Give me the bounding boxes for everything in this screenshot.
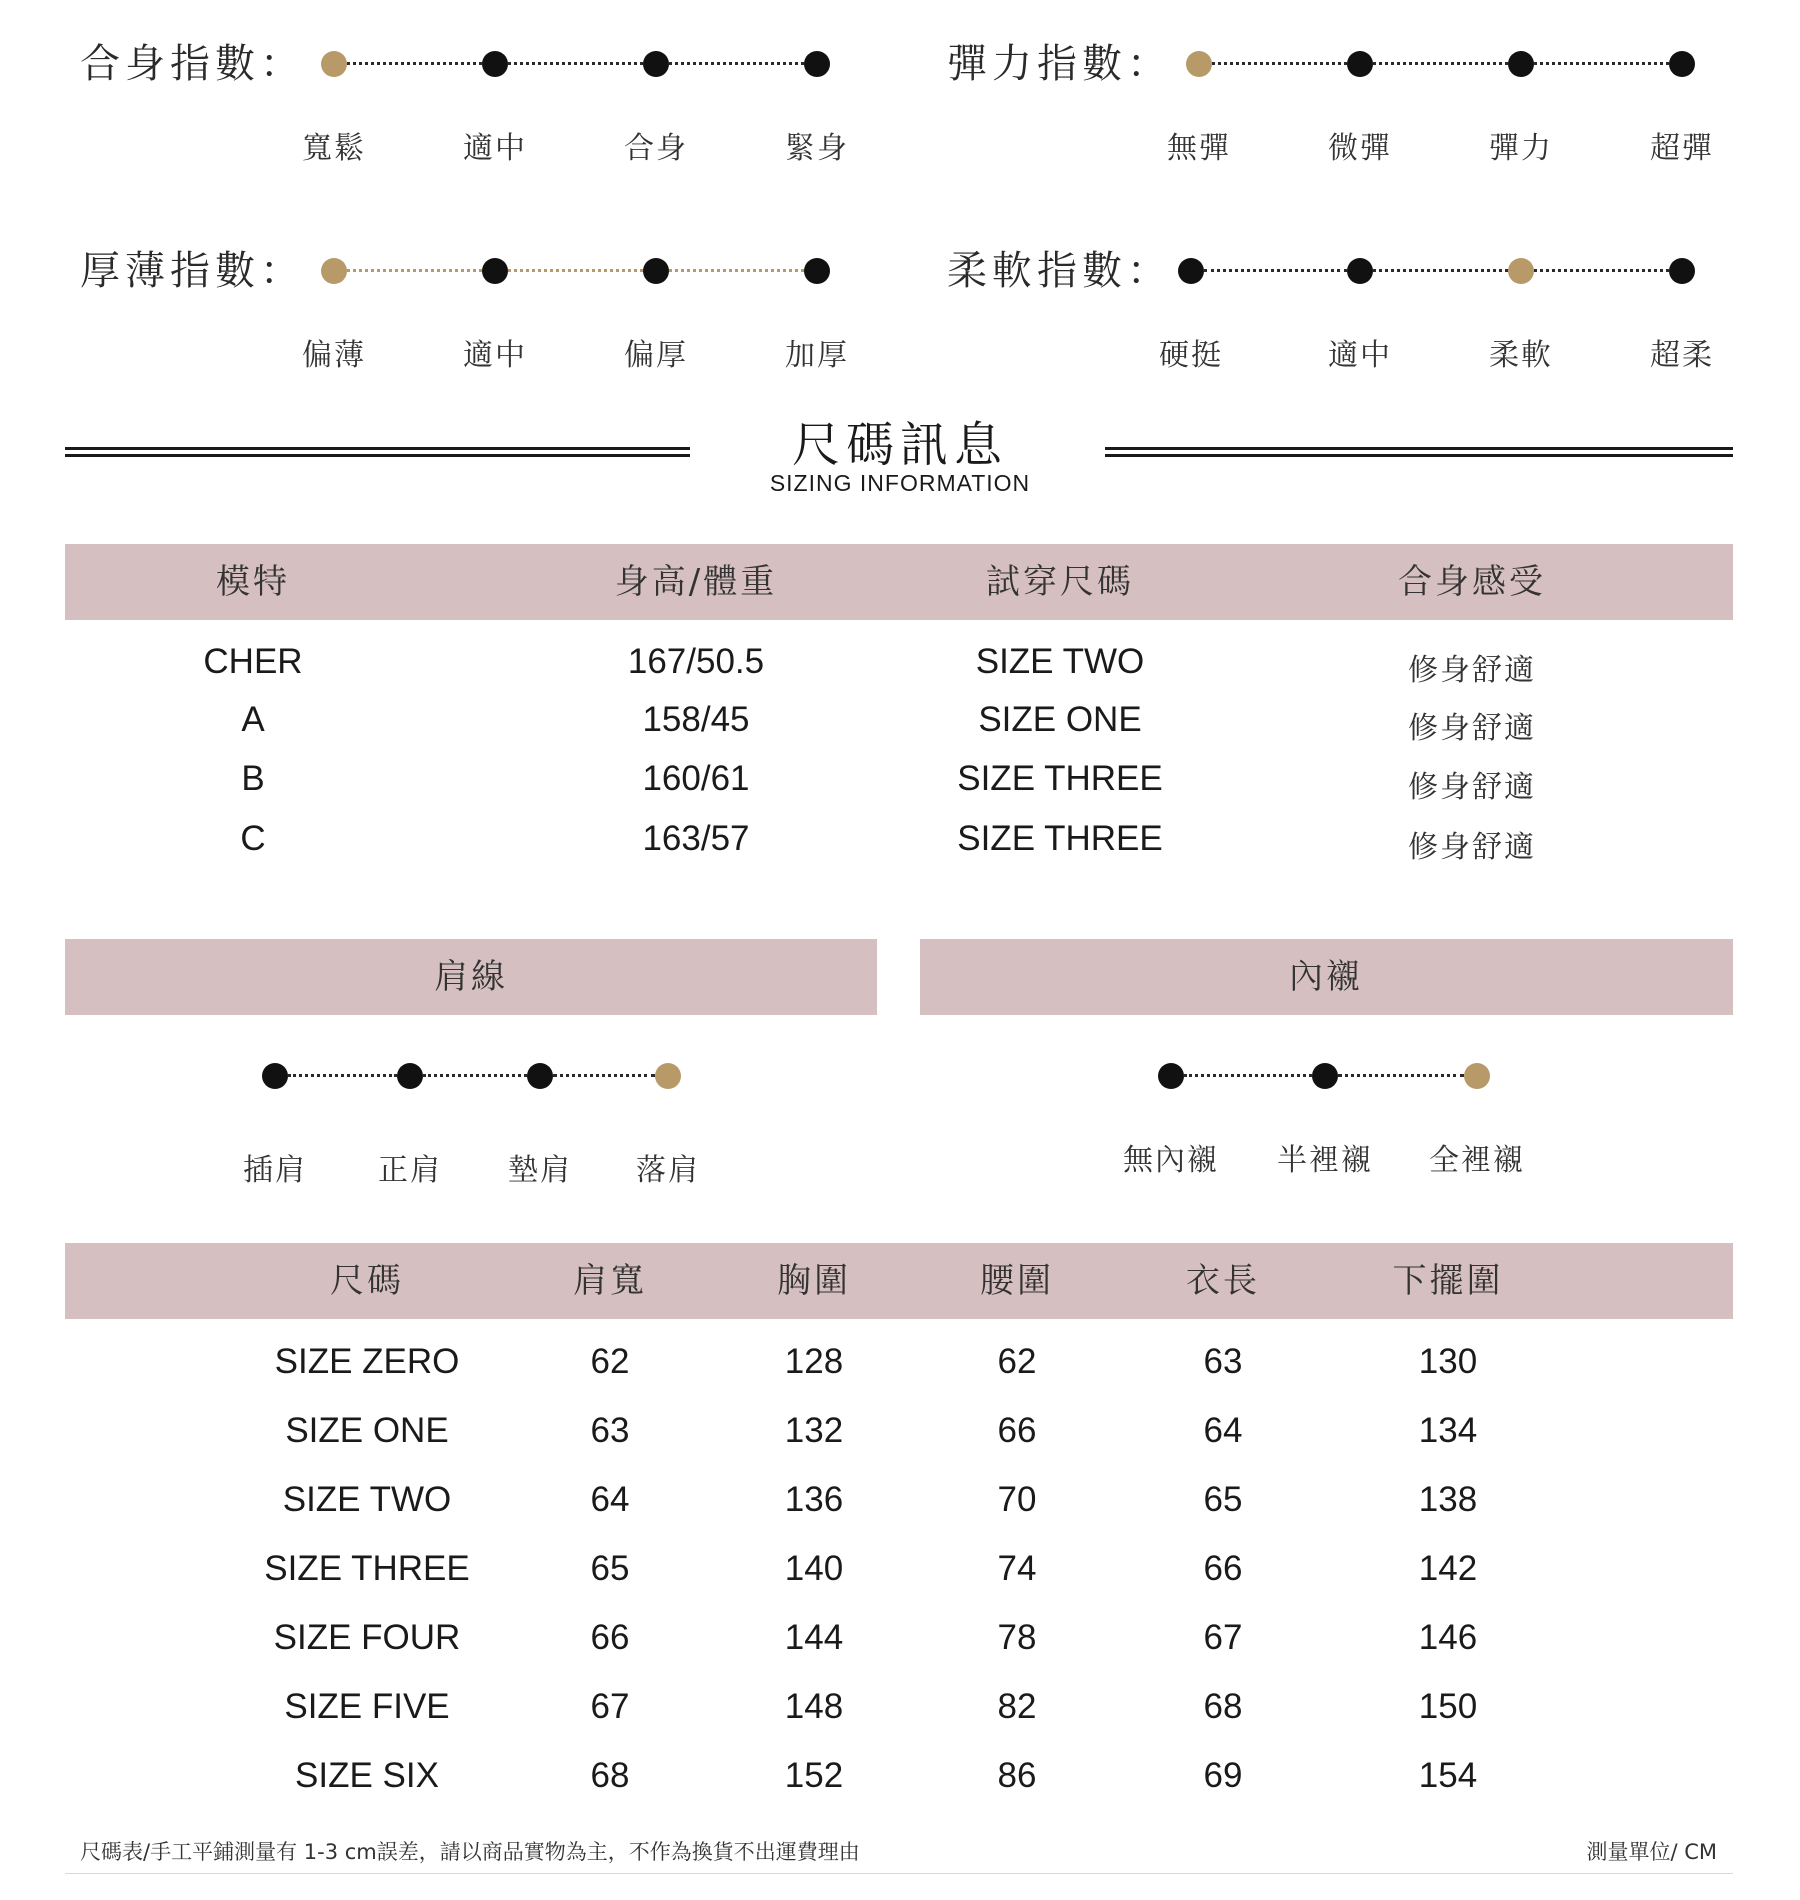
scale-label: 合身 <box>624 131 688 166</box>
heading-rule-left <box>65 447 690 457</box>
scale-connector <box>1204 269 1347 272</box>
model-cell: 修身舒適 <box>1408 830 1536 865</box>
scale-label: 偏薄 <box>302 338 366 373</box>
footer-divider <box>65 1873 1733 1874</box>
section-title: 尺碼訊息 <box>791 417 1008 473</box>
size-cell: SIZE FIVE <box>284 1687 450 1726</box>
scale-connector <box>1373 269 1508 272</box>
scale-label: 半裡襯 <box>1277 1143 1373 1178</box>
measurement-note: 尺碼表/手工平鋪測量有 1-3 cm誤差，請以商品實物為主，不作為換貨不出運費理由 <box>80 1840 860 1864</box>
size-cell: 134 <box>1418 1411 1478 1450</box>
model-cell: C <box>240 819 266 858</box>
model-cell: 158/45 <box>642 700 750 739</box>
size-cell: 68 <box>1203 1687 1243 1726</box>
lining-title: 內襯 <box>1289 957 1363 997</box>
scale-label: 彈力 <box>1489 131 1553 166</box>
size-cell: 82 <box>997 1687 1037 1726</box>
scale-label: 偏厚 <box>624 338 688 373</box>
model-cell: SIZE TWO <box>975 642 1145 681</box>
model-cell: 167/50.5 <box>627 642 765 681</box>
size-cell: SIZE ONE <box>285 1411 449 1450</box>
size-cell: 63 <box>1203 1342 1243 1381</box>
shoulder-title: 肩線 <box>434 957 508 997</box>
model-header-cell: 試穿尺碼 <box>986 562 1134 602</box>
scale-dot <box>1508 51 1534 77</box>
scale-dot <box>1669 51 1695 77</box>
scale-connector <box>1373 62 1508 65</box>
size-cell: 65 <box>590 1549 630 1588</box>
scale-label: 全裡襯 <box>1429 1143 1525 1178</box>
size-cell: 64 <box>590 1480 630 1519</box>
fit-index-title: 合身指數： <box>80 41 305 87</box>
scale-label: 插肩 <box>243 1153 307 1188</box>
model-cell: 修身舒適 <box>1408 770 1536 805</box>
model-header-cell: 身高/體重 <box>614 562 778 602</box>
model-cell: SIZE THREE <box>957 819 1163 858</box>
scale-label: 墊肩 <box>508 1153 572 1188</box>
size-cell: 148 <box>784 1687 844 1726</box>
size-cell: 64 <box>1203 1411 1243 1450</box>
heading-rule-right <box>1105 447 1733 457</box>
size-cell: 68 <box>590 1756 630 1795</box>
scale-label: 超柔 <box>1650 338 1714 373</box>
size-cell: SIZE TWO <box>282 1480 452 1519</box>
size-cell: 140 <box>784 1549 844 1588</box>
model-cell: 160/61 <box>642 759 750 798</box>
size-cell: 138 <box>1418 1480 1478 1519</box>
scale-connector <box>1184 1074 1312 1077</box>
elasticity-index-scale <box>0 35 1800 175</box>
size-header-cell: 肩寬 <box>573 1261 647 1301</box>
size-cell: 136 <box>784 1480 844 1519</box>
model-cell: SIZE ONE <box>978 700 1142 739</box>
lining-header <box>920 939 1733 1015</box>
size-cell: SIZE FOUR <box>273 1618 461 1657</box>
scale-label: 適中 <box>463 338 527 373</box>
size-cell: 150 <box>1418 1687 1478 1726</box>
model-header-cell: 合身感受 <box>1398 562 1546 602</box>
scale-label: 緊身 <box>785 131 849 166</box>
lining-scale <box>0 1047 1800 1187</box>
size-cell: 86 <box>997 1756 1037 1795</box>
size-cell: 130 <box>1418 1342 1478 1381</box>
size-cell: 66 <box>1203 1549 1243 1588</box>
size-cell: 66 <box>997 1411 1037 1450</box>
scale-label: 適中 <box>1328 338 1392 373</box>
scale-label: 適中 <box>463 131 527 166</box>
size-header-cell: 下擺圍 <box>1392 1261 1504 1301</box>
scale-label: 寬鬆 <box>302 131 366 166</box>
scale-dot <box>1347 51 1373 77</box>
scale-label: 無內襯 <box>1123 1143 1219 1178</box>
size-cell: SIZE SIX <box>295 1756 439 1795</box>
size-header-cell: 胸圍 <box>777 1261 851 1301</box>
size-cell: 70 <box>997 1480 1037 1519</box>
scale-label: 加厚 <box>785 338 849 373</box>
size-header-cell: 衣長 <box>1186 1261 1260 1301</box>
scale-label: 落肩 <box>636 1153 700 1188</box>
size-cell: SIZE ZERO <box>274 1342 460 1381</box>
measurement-unit: 測量單位/ CM <box>1586 1840 1717 1864</box>
size-cell: 62 <box>997 1342 1037 1381</box>
scale-connector <box>1534 269 1669 272</box>
size-cell: 67 <box>1203 1618 1243 1657</box>
scale-label: 正肩 <box>378 1153 442 1188</box>
model-cell: 163/57 <box>642 819 750 858</box>
section-subtitle: SIZING INFORMATION <box>769 470 1031 496</box>
scale-dot-selected <box>1464 1063 1490 1089</box>
scale-connector <box>1338 1074 1464 1077</box>
model-cell: A <box>241 700 265 739</box>
elasticity-index-title: 彈力指數： <box>947 41 1172 87</box>
scale-dot <box>1158 1063 1184 1089</box>
model-cell: 修身舒適 <box>1408 711 1536 746</box>
shoulder-header <box>65 939 877 1015</box>
size-cell: 144 <box>784 1618 844 1657</box>
scale-connector <box>1212 62 1347 65</box>
scale-dot <box>1178 258 1204 284</box>
scale-label: 超彈 <box>1650 131 1714 166</box>
model-header-cell: 模特 <box>216 562 290 602</box>
size-cell: 62 <box>590 1342 630 1381</box>
size-cell: 65 <box>1203 1480 1243 1519</box>
size-header-cell: 腰圍 <box>980 1261 1054 1301</box>
size-cell: 128 <box>784 1342 844 1381</box>
size-cell: 66 <box>590 1618 630 1657</box>
size-cell: 132 <box>784 1411 844 1450</box>
scale-label: 無彈 <box>1167 131 1231 166</box>
size-cell: 78 <box>997 1618 1037 1657</box>
scale-dot <box>1347 258 1373 284</box>
model-table-header <box>65 544 1733 620</box>
size-header-cell: 尺碼 <box>330 1261 404 1301</box>
thickness-index-title: 厚薄指數： <box>80 248 305 294</box>
model-cell: 修身舒適 <box>1408 653 1536 688</box>
softness-index-title: 柔軟指數： <box>947 248 1172 294</box>
model-cell: CHER <box>203 642 303 681</box>
size-cell: 152 <box>784 1756 844 1795</box>
scale-dot <box>1669 258 1695 284</box>
size-cell: 154 <box>1418 1756 1478 1795</box>
scale-dot-selected <box>1186 51 1212 77</box>
scale-dot <box>1312 1063 1338 1089</box>
model-cell: SIZE THREE <box>957 759 1163 798</box>
size-cell: 63 <box>590 1411 630 1450</box>
size-cell: 69 <box>1203 1756 1243 1795</box>
scale-dot-selected <box>1508 258 1534 284</box>
scale-connector <box>1534 62 1669 65</box>
size-cell: 146 <box>1418 1618 1478 1657</box>
size-cell: 142 <box>1418 1549 1478 1588</box>
size-table-header <box>65 1243 1733 1319</box>
scale-label: 柔軟 <box>1489 338 1553 373</box>
size-cell: SIZE THREE <box>264 1549 470 1588</box>
softness-index-scale <box>0 242 1800 382</box>
scale-label: 硬挺 <box>1159 338 1223 373</box>
size-cell: 74 <box>997 1549 1037 1588</box>
model-cell: B <box>241 759 265 798</box>
scale-label: 微彈 <box>1328 131 1392 166</box>
size-cell: 67 <box>590 1687 630 1726</box>
